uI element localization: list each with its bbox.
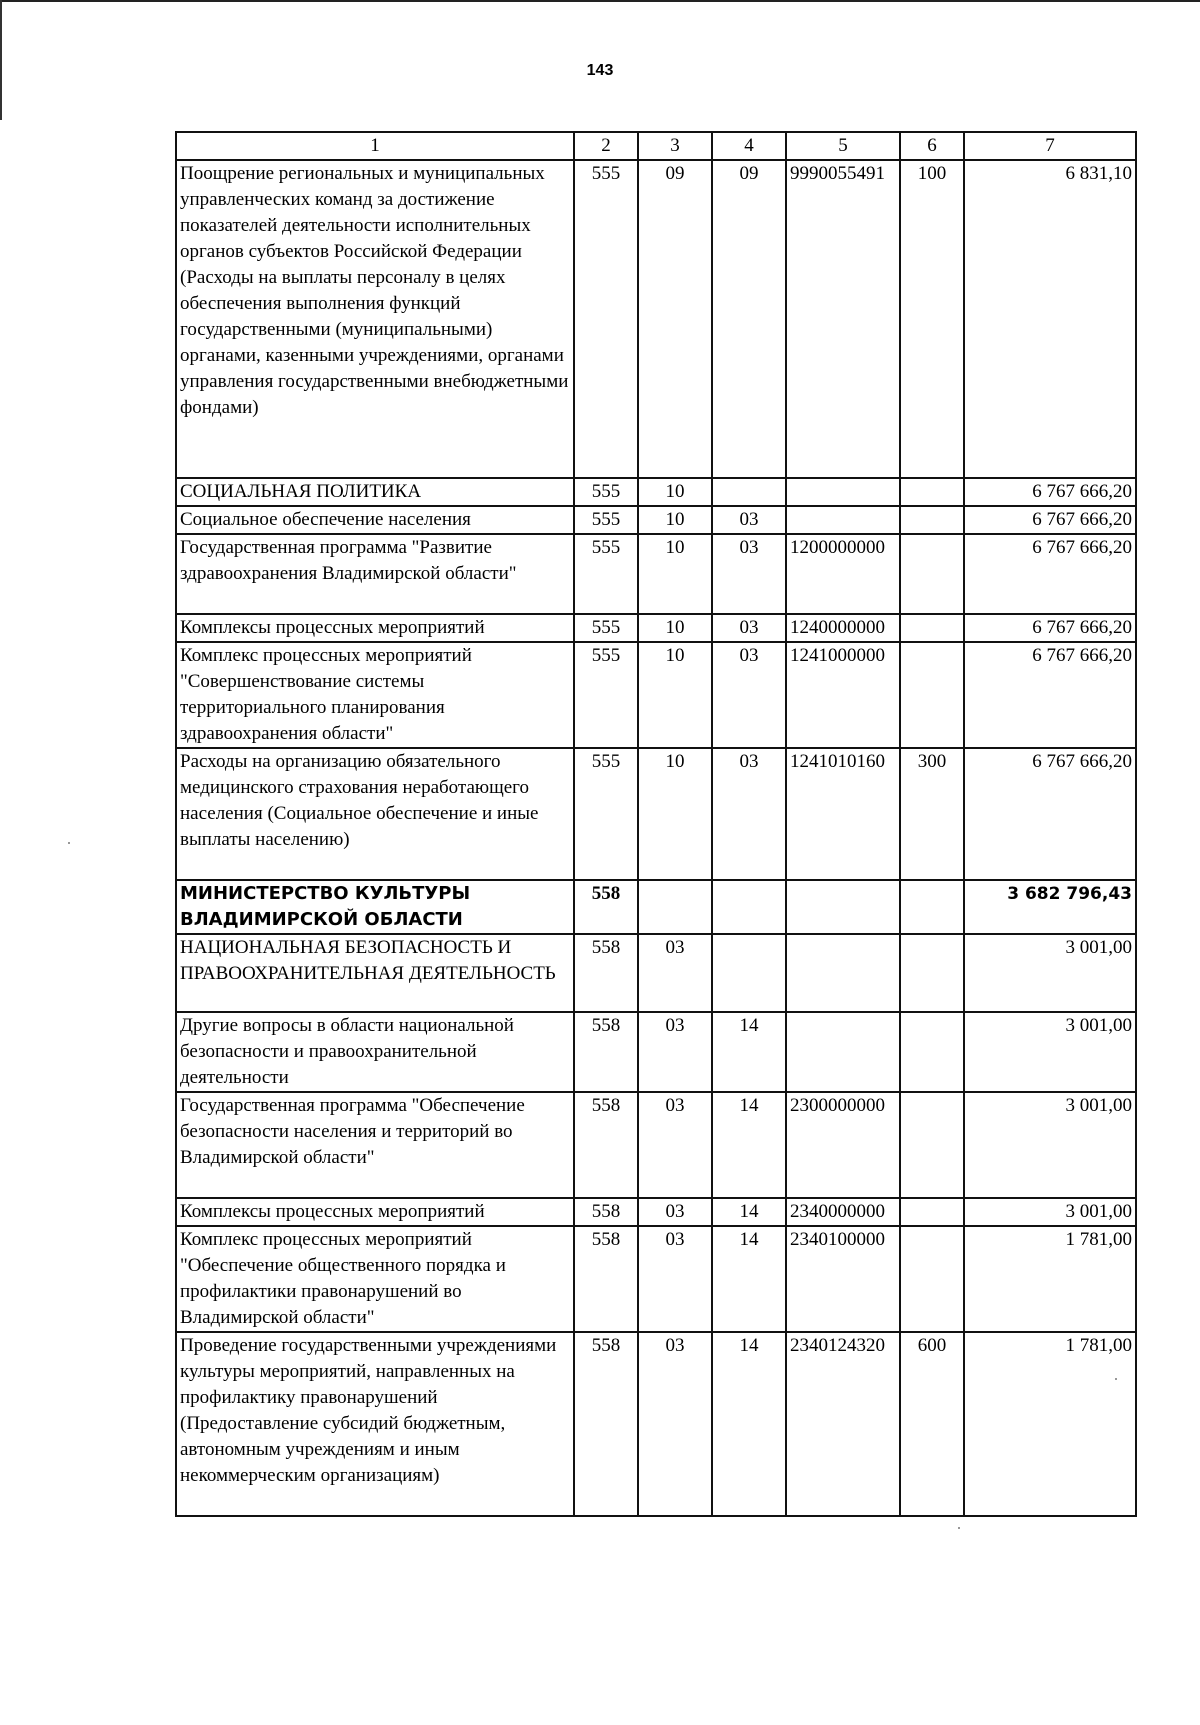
row-section-code: 10 [638, 506, 712, 534]
row-subsection-code: 03 [712, 534, 786, 614]
row-amount: 3 001,00 [964, 1012, 1136, 1092]
row-subsection-code: 14 [712, 1198, 786, 1226]
row-amount: 1 781,00 [964, 1332, 1136, 1516]
row-gr-code: 558 [574, 1226, 638, 1332]
table-row [176, 478, 1136, 506]
row-subsection-code: 03 [712, 642, 786, 748]
row-gr-code: 555 [574, 506, 638, 534]
table-row [176, 1332, 1136, 1516]
row-section-code: 10 [638, 614, 712, 642]
table-row [176, 160, 1136, 478]
row-name: Другие вопросы в области национальной безопасности и правоохранительной деятельности [176, 1012, 574, 1092]
row-amount: 6 767 666,20 [964, 506, 1136, 534]
row-subsection-code [712, 478, 786, 506]
table-row [176, 1226, 1136, 1332]
scan-speck [1115, 1378, 1117, 1380]
row-expense-type [900, 1012, 964, 1092]
scan-top-edge [0, 0, 1200, 2]
row-subsection-code: 14 [712, 1092, 786, 1198]
table-row [176, 1092, 1136, 1198]
table-row [176, 506, 1136, 534]
row-section-code: 09 [638, 160, 712, 478]
row-expense-type [900, 478, 964, 506]
header-cell: 3 [638, 132, 712, 160]
header-cell: 7 [964, 132, 1136, 160]
row-expense-type [900, 642, 964, 748]
row-gr-code: 558 [574, 880, 638, 934]
row-amount: 6 767 666,20 [964, 614, 1136, 642]
row-subsection-code: 03 [712, 506, 786, 534]
table-row [176, 642, 1136, 748]
row-section-code: 10 [638, 642, 712, 748]
row-name: Проведение государственными учреждениями культуры мероприятий, направленных на профилактику правонарушений (Предоставление субсидий бюджетным, автономным учреждениям и иным некоммерческим организациям) [176, 1332, 574, 1516]
row-gr-code: 555 [574, 534, 638, 614]
row-target-code: 1241010160 [786, 748, 900, 880]
row-amount: 3 682 796,43 [964, 880, 1136, 934]
row-target-code: 2340000000 [786, 1198, 900, 1226]
row-name: Расходы на организацию обязательного медицинского страхования неработающего населения (Социальное обеспечение и иные выплаты населению) [176, 748, 574, 880]
page-number: 143 [586, 62, 614, 79]
table-row [176, 614, 1136, 642]
row-name: МИНИСТЕРСТВО КУЛЬТУРЫ ВЛАДИМИРСКОЙ ОБЛАСТИ [176, 880, 574, 934]
row-amount: 3 001,00 [964, 934, 1136, 1012]
row-subsection-code [712, 934, 786, 1012]
row-name: НАЦИОНАЛЬНАЯ БЕЗОПАСНОСТЬ И ПРАВООХРАНИТЕЛЬНАЯ ДЕЯТЕЛЬНОСТЬ [176, 934, 574, 1012]
budget-table [175, 131, 1137, 1517]
header-row [176, 132, 1136, 160]
row-name: Комплексы процессных мероприятий [176, 1198, 574, 1226]
row-section-code: 03 [638, 1012, 712, 1092]
header-cell: 6 [900, 132, 964, 160]
row-section-code: 03 [638, 1092, 712, 1198]
row-amount: 6 767 666,20 [964, 748, 1136, 880]
row-subsection-code: 09 [712, 160, 786, 478]
row-subsection-code: 03 [712, 614, 786, 642]
row-section-code: 03 [638, 1332, 712, 1516]
row-amount: 6 767 666,20 [964, 478, 1136, 506]
row-name: СОЦИАЛЬНАЯ ПОЛИТИКА [176, 478, 574, 506]
row-target-code [786, 506, 900, 534]
row-target-code: 1200000000 [786, 534, 900, 614]
header-cell: 2 [574, 132, 638, 160]
row-expense-type [900, 506, 964, 534]
row-subsection-code: 14 [712, 1332, 786, 1516]
table-row [176, 1012, 1136, 1092]
row-gr-code: 558 [574, 1198, 638, 1226]
row-expense-type [900, 1226, 964, 1332]
row-amount: 1 781,00 [964, 1226, 1136, 1332]
table-row [176, 534, 1136, 614]
row-target-code: 2340100000 [786, 1226, 900, 1332]
row-name: Социальное обеспечение населения [176, 506, 574, 534]
row-gr-code: 555 [574, 748, 638, 880]
row-gr-code: 555 [574, 160, 638, 478]
row-expense-type: 300 [900, 748, 964, 880]
row-expense-type [900, 934, 964, 1012]
row-amount: 6 767 666,20 [964, 642, 1136, 748]
row-amount: 3 001,00 [964, 1092, 1136, 1198]
row-target-code: 9990055491 [786, 160, 900, 478]
row-expense-type: 600 [900, 1332, 964, 1516]
row-target-code [786, 478, 900, 506]
row-subsection-code: 14 [712, 1012, 786, 1092]
scan-speck [68, 842, 70, 844]
table-row [176, 934, 1136, 1012]
row-name: Поощрение региональных и муниципальных управленческих команд за достижение показателей деятельности исполнительных органов субъектов Российской Федерации (Расходы на выплаты персоналу в целях обеспечения выполнения функций государственными (муниципальными) органами, казенными учреждениями, органами управления государственными внебюджетными фондами) [176, 160, 574, 478]
header-cell: 1 [176, 132, 574, 160]
row-section-code: 03 [638, 934, 712, 1012]
row-expense-type [900, 534, 964, 614]
row-section-code: 03 [638, 1198, 712, 1226]
row-section-code: 10 [638, 534, 712, 614]
row-section-code: 10 [638, 478, 712, 506]
header-cell: 4 [712, 132, 786, 160]
row-subsection-code [712, 880, 786, 934]
row-subsection-code: 03 [712, 748, 786, 880]
row-expense-type: 100 [900, 160, 964, 478]
row-target-code [786, 880, 900, 934]
row-expense-type [900, 614, 964, 642]
row-target-code [786, 934, 900, 1012]
table-row [176, 748, 1136, 880]
row-target-code [786, 1012, 900, 1092]
row-section-code [638, 880, 712, 934]
row-name: Комплексы процессных мероприятий [176, 614, 574, 642]
table-row [176, 880, 1136, 934]
row-section-code: 10 [638, 748, 712, 880]
row-gr-code: 558 [574, 934, 638, 1012]
row-gr-code: 558 [574, 1332, 638, 1516]
row-expense-type [900, 880, 964, 934]
row-gr-code: 558 [574, 1012, 638, 1092]
row-name: Государственная программа "Развитие здравоохранения Владимирской области" [176, 534, 574, 614]
row-target-code: 1241000000 [786, 642, 900, 748]
row-amount: 6 831,10 [964, 160, 1136, 478]
row-target-code: 2340124320 [786, 1332, 900, 1516]
row-subsection-code: 14 [712, 1226, 786, 1332]
row-expense-type [900, 1092, 964, 1198]
table-row [176, 1198, 1136, 1226]
row-gr-code: 555 [574, 642, 638, 748]
row-name: Комплекс процессных мероприятий "Обеспечение общественного порядка и профилактики правонарушений во Владимирской области" [176, 1226, 574, 1332]
row-expense-type [900, 1198, 964, 1226]
row-name: Комплекс процессных мероприятий "Совершенствование системы территориального планирования здравоохранения области" [176, 642, 574, 748]
scan-left-edge [0, 0, 2, 120]
header-cell: 5 [786, 132, 900, 160]
row-gr-code: 555 [574, 478, 638, 506]
row-name: Государственная программа "Обеспечение безопасности населения и территорий во Владимирской области" [176, 1092, 574, 1198]
row-gr-code: 558 [574, 1092, 638, 1198]
row-section-code: 03 [638, 1226, 712, 1332]
scan-speck [958, 1527, 960, 1529]
row-target-code: 1240000000 [786, 614, 900, 642]
row-target-code: 2300000000 [786, 1092, 900, 1198]
row-amount: 6 767 666,20 [964, 534, 1136, 614]
row-amount: 3 001,00 [964, 1198, 1136, 1226]
row-gr-code: 555 [574, 614, 638, 642]
